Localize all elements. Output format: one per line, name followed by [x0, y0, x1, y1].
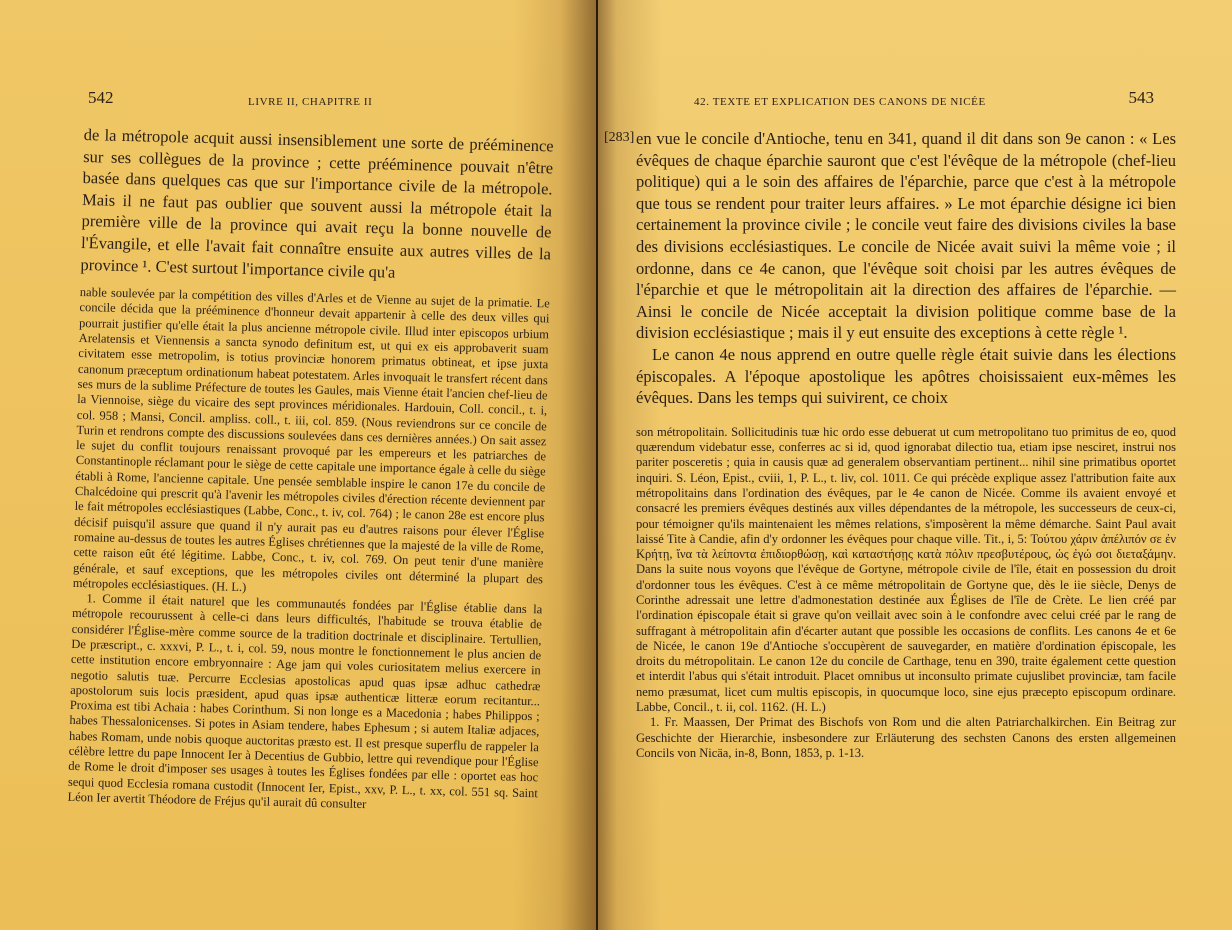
- left-footnotes: [67, 285, 550, 816]
- margin-page-reference: [283]: [604, 130, 635, 145]
- left-page-number: 542: [88, 88, 114, 107]
- left-running-head: LIVRE II, CHAPITRE II: [248, 96, 373, 108]
- left-footnote-continuation: nable soulevée par la compétition des villes d'Arles et de Vienne au sujet de la primatie. Le concile décida que la prééminence d'honneur devait appartenir à celle des deux villes qui pourrait justifier qu'elle était la plus ancienne métropole civile. Illud inter episcopos urbium Arelatensis et Viennensis a sancta synodo definitum est, ut qui ex eis approbaverit suam civitatem esse metropolim, is totius provinciæ honorem primatus obtineat, et ipse juxta canonum præceptum ordinationum habeat potestatem. Arles invoquait le transfert récent dans ses murs de la sublime Préfecture de toutes les Gaules, mais Vienne était l'ancien chef-lieu de la Viennoise, siège du vicaire des sept provinces méridionales. Hardouin, Coll. concil., t. i, col. 958 ; Mansi, Concil. ampliss. coll., t. iii, col. 859. (Nous reviendrons sur ce concile de Turin et rendrons compte des discussions soulevées dans ces dernières années.) On sait assez le sujet du conflit toujours renaissant provoqué par les empereurs et les patriarches de Constantinople réclamant pour le siège de cette capitale une importance égale à celle du siège établi à Rome, l'ancienne capitale. Une pensée semblable inspire le canon 17e du concile de Chalcédoine qui prescrit qu'à l'avenir les métropoles civiles d'érection récente deviennent par le fait métropoles ecclésiastiques (Labbe, Conc., t. iv, col. 764) ; le canon 28e est encore plus décisif puisqu'il assure que quand il n'y aurait pas eu d'autres raisons pour élever l'Église romaine au-dessus de toutes les autres Églises chrétiennes que la majesté de la ville de Rome, cette raison eût été légitime. Labbe, Conc., t. iv, col. 769. On peut tenir d'une manière générale, et sauf exceptions, que les métropoles civiles ont déterminé la plupart des métropoles ecclésiastiques. (H. L.): [72, 285, 550, 594]
- right-running-head: 42. TEXTE ET EXPLICATION DES CANONS DE NICÉE: [694, 96, 986, 108]
- right-footnote-1: 1. Fr. Maassen, Der Primat des Bischofs von Rom und die alten Patriarchalkirchen. Ein Beitrag zur Geschichte der Hierarchie, insbesondere zur Erläuterung des sechsten Canons des ersten allgemeinen Concils von Nicäa, in-8, Bonn, 1853, p. 1-13.: [636, 715, 1176, 760]
- right-footnotes: [636, 425, 1176, 762]
- right-page: [598, 0, 1232, 930]
- right-body-paragraph-1: en vue le concile d'Antioche, tenu en 341, quand il dit dans son 9e canon : « Les évêques de chaque éparchie sauront que c'est l'évêque de la métropole (chef-lieu politique) qui a le soin des affaires de l'éparchie, parce que c'est à la métropole que tous se rendent pour traiter leurs affaires. » Le mot éparchie désigne ici bien certainement la province civile ; le concile veut faire des divisions civiles la base des divisions ecclésiastiques. Le concile de Nicée avait suivi la même voie ; il ordonne, dans ce 4e canon, que l'évêque soit choisi par les autres évêques de l'éparchie et que le métropolitain ait la direction des affaires de l'éparchie. — Ainsi le concile de Nicée acceptait la division politique comme base de la division ecclésiastique ; mais il y eut ensuite des exceptions à cette règle ¹.: [636, 129, 1176, 343]
- left-body-paragraph: de la métropole acquit aussi insensiblement une sorte de prééminence sur ses collègues de la province ; cette prééminence pouvait n'être basée dans quelques cas que sur l'importance civile de la métropole. Mais il ne faut pas oublier que souvent aussi la métropole était la première ville de la province qui avait reçu la bonne nouvelle de l'Évangile, et elle l'avait fait connaître ensuite aux autres villes de la province ¹. C'est surtout l'importance civile qu'a: [80, 124, 554, 282]
- right-page-number: 543: [1128, 88, 1154, 107]
- right-page-header: [598, 88, 1232, 116]
- left-footnote-1: 1. Comme il était naturel que les communautés fondées par l'Église établie dans la métropole recourussent à celle-ci dans leurs difficultés, l'habitude se trouva établie de considérer l'Église-mère comme source de la tradition doctrinale et disciplinaire. Tertullien, De præscript., c. xxxvi, P. L., t. i, col. 59, nous montre le fonctionnement le plus ancien de cette institution encore embryonnaire : Age jam qui voles curiositatem melius exercere in negotio salutis tuæ. Percurre Ecclesias apostolicas apud quas ipsæ adhuc cathedræ apostolorum suis locis præsident, apud quas ipsæ authenticæ litteræ eorum recitantur... Proxima est tibi Achaia : habes Corinthum. Si non longe es a Macedonia ; habes Philippos ; habes Thessalonicenses. Si potes in Asiam tendere, habes Ephesum ; si autem Italiæ adjaces, habes Romam, unde nobis quoque auctoritas præsto est. Il est presque superflu de rappeler la célèbre lettre du pape Innocent Ier à Decentius de Gubbio, lettre qui revendique pour l'Église de Rome le droit d'imposer ses usages à toutes les Églises fondées par elle : oportet eas hoc sequi quod Ecclesia romana custodit (Innocent Ier, Epist., xxv, P. L., t. xx, col. 551 sq. Saint Léon Ier avertit Théodore de Fréjus qu'il aurait dû consulter: [67, 591, 543, 812]
- left-text-column: [67, 124, 554, 817]
- right-text-column: [636, 128, 1176, 761]
- left-page: [0, 0, 596, 930]
- left-page-header: [0, 88, 596, 116]
- right-footnote-continuation: son métropolitain. Sollicitudinis tuæ hic ordo esse debuerat ut cum metropolitano tuo primitus de eo, quod quærendum videbatur esse, conferres ac si id, quod ignorabat dilectio tua, etiam ipse nesciret, instrui nos pariter posceretis ; quia in causis quæ ad generalem observantiam pertinent... nihil sine primatibus oportet inquiri. S. Léon, Epist., cviii, 1, P. L., t. liv, col. 1011. Ce qui précède explique assez l'attribution faite aux métropolitains dans l'ordination des évêques, par le 4e canon de Nicée. Comme ils avaient envoyé et consacré les premiers évêques destinés aux villes dépendantes de la métropole, les successeurs de ceux-ci, pour témoigner qu'ils maintenaient les mêmes relations, s'imposèrent la même démarche. Saint Paul avait laissé Tite à Candie, afin d'y ordonner les évêques pour chaque ville. Tit., i, 5: Τούτου χάριν ἀπέλιπόν σε ἐν Κρήτῃ, ἵνα τὰ λείποντα ἐπιδιορθώσῃ, καὶ καταστήσῃς κατὰ πόλιν πρεσβυτέρους, ὡς ἐγώ σοι διεταξάμην. Dans la suite nous voyons que l'évêque de Gortyne, métropole civile de l'île, était en possession du droit d'ordonner tous les évêques. C'est à ce même métropolitain de Gortyne que, dès le iie siècle, Denys de Corinthe adressait une lettre d'admonestation destinée aux Églises de l'île de Crète. Le lien créé par l'ordination épiscopale était si grave qu'on veillait avec soin à le confondre avec celui créé par le rang de suffragant à métropolitain afin d'écarter autant que possible les occasions de conflits. Les canons 4e et 6e de Nicée, le canon 19e d'Antioche s'occupèrent de sauvegarder, en matière d'ordination épiscopale, les droits du métropolitain. Le canon 12e du concile de Carthage, tenu en 390, traite également cette question et interdit l'abus qui s'était introduit. Placet omnibus ut inconsulto primate cujuslibet provinciæ, tam facile nemo præsumat, licet cum multis episcopis, in quocumque loco, sine ejus præcepto episcopum ordinare. Labbe, Concil., t. ii, col. 1162. (H. L.): [636, 424, 1176, 715]
- right-body-paragraph-2: Le canon 4e nous apprend en outre quelle règle était suivie dans les élections épiscopales. A l'époque apostolique les apôtres choisissaient eux-mêmes les évêques. Dans les temps qui suivirent, ce choix: [636, 344, 1176, 408]
